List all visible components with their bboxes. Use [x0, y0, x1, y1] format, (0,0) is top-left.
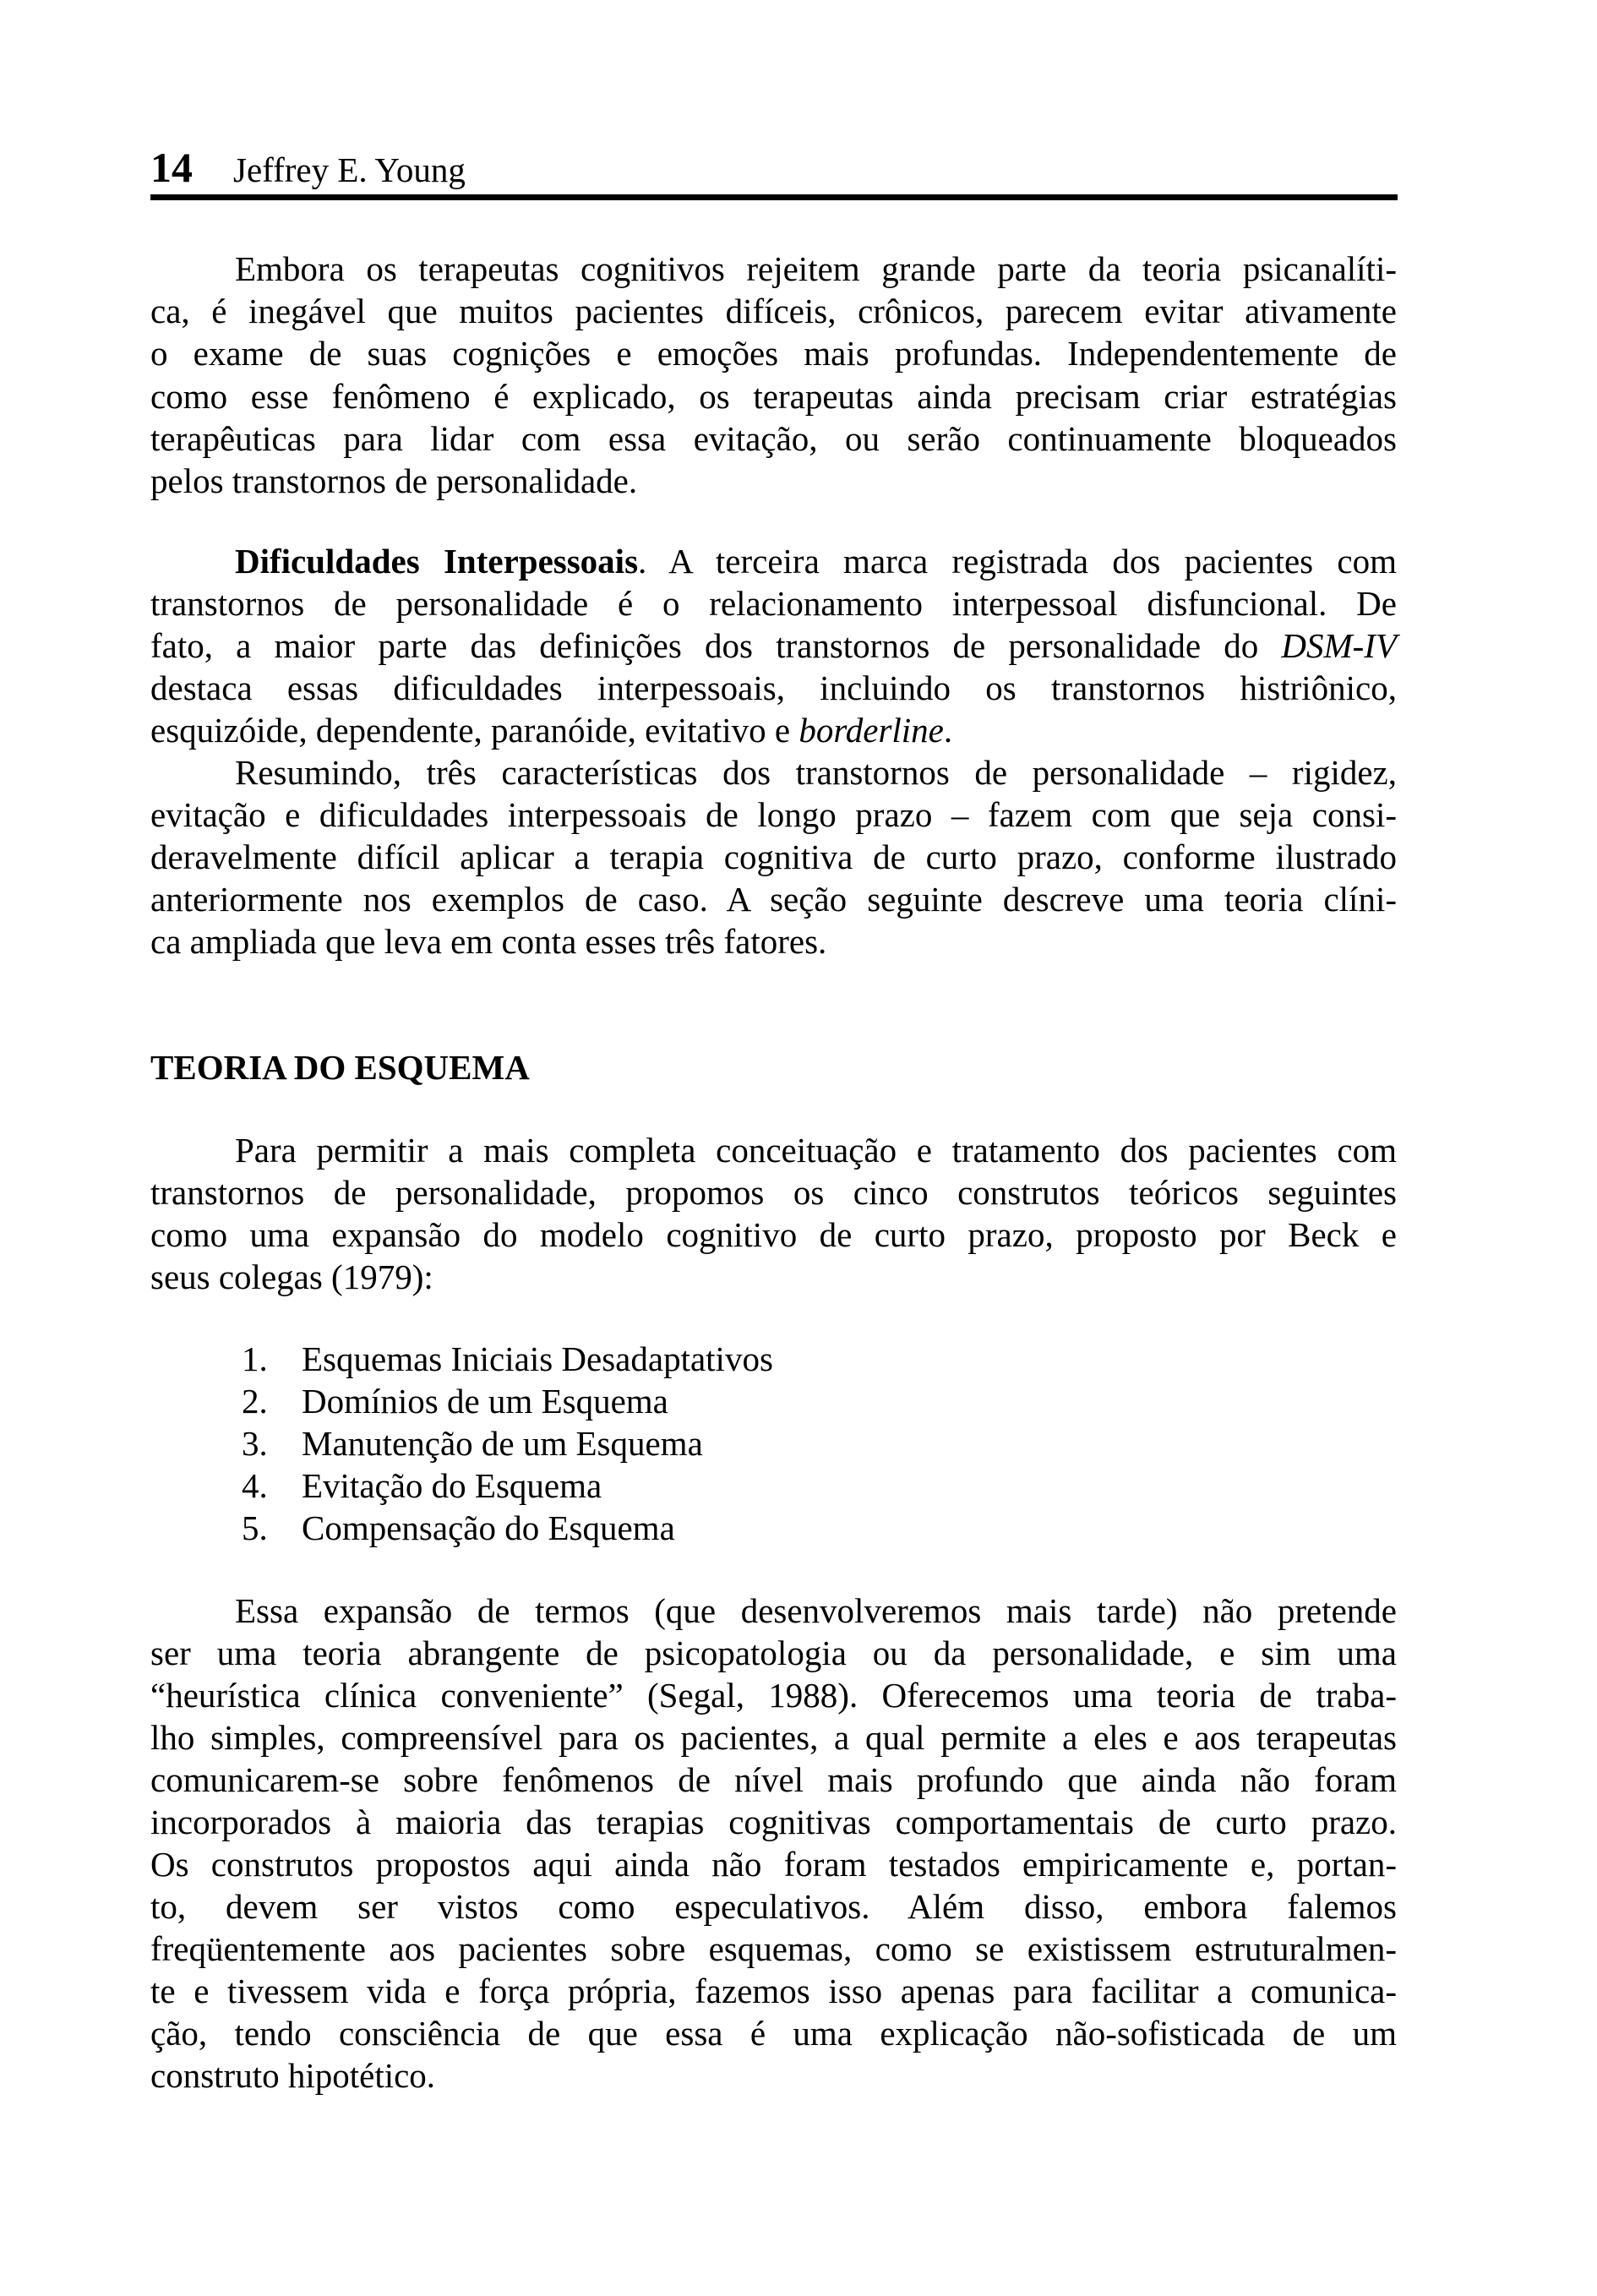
text-line: deravelmente difícil aplicar a terapia cognitiva de curto prazo, conforme ilustrado [150, 837, 1397, 876]
text-run: esquizóide, dependente, paranóide, evitativo e [150, 711, 799, 750]
list-number: 2. [242, 1382, 268, 1421]
text-line: evitação e dificuldades interpessoais de longo prazo – fazem com que seja consi- [150, 795, 1397, 834]
italic-term: borderline [798, 711, 944, 750]
list-label: Evitação do Esquema [302, 1466, 602, 1505]
section-heading: TEORIA DO ESQUEMA [150, 1048, 530, 1087]
text-line: Os construtos propostos aqui ainda não foram testados empiricamente e, portan- [150, 1845, 1397, 1884]
text-line: incorporados à maioria das terapias cognitivas comportamentais de curto prazo. [150, 1802, 1397, 1841]
list-item [242, 1338, 773, 1380]
author-running-head: Jeffrey E. Young [233, 150, 466, 189]
text-run: fato, a maior parte das definições dos transtornos de personalidade do [150, 626, 1282, 665]
list-item [242, 1380, 668, 1422]
text-line: construto hipotético. [150, 2056, 436, 2095]
text-line: transtornos de personalidade, propomos os cinco construtos teóricos seguintes [150, 1173, 1397, 1212]
list-number: 4. [242, 1466, 268, 1505]
text-line: lho simples, compreensível para os pacientes, a qual permite a eles e aos terapeutas [150, 1718, 1397, 1757]
text-line: terapêuticas para lidar com essa evitação, ou serão continuamente bloqueados [150, 419, 1397, 458]
text-line: como esse fenômeno é explicado, os terapeutas ainda precisam criar estratégias [150, 377, 1397, 416]
text-line: Para permitir a mais completa conceituação e tratamento dos pacientes com [235, 1131, 1397, 1170]
text-line: “heurística clínica conveniente” (Segal, 1988). Oferecemos uma teoria de traba- [150, 1676, 1397, 1715]
list-number: 5. [242, 1508, 268, 1547]
text-line: transtornos de personalidade é o relacionamento interpessoal disfuncional. De [150, 584, 1397, 623]
list-number: 1. [242, 1339, 268, 1378]
page-number: 14 [150, 144, 193, 191]
text-line [150, 624, 1397, 667]
text-line: como uma expansão do modelo cognitivo de curto prazo, proposto por Beck e [150, 1215, 1397, 1254]
text-line: ca ampliada que leva em conta esses três fatores. [150, 922, 827, 961]
list-label: Esquemas Iniciais Desadaptativos [302, 1339, 773, 1378]
list-label: Domínios de um Esquema [302, 1382, 668, 1421]
text-line: Essa expansão de termos (que desenvolveremos mais tarde) não pretende [235, 1591, 1397, 1630]
list-item [242, 1464, 602, 1507]
text-line: ção, tendo consciência de que essa é uma explicação não-sofisticada de um [150, 2014, 1397, 2053]
text-line: to, devem ser vistos como especulativos. Além disso, embora falemos [150, 1887, 1397, 1926]
text-line: comunicarem-se sobre fenômenos de nível mais profundo que ainda não foram [150, 1760, 1397, 1799]
text-line: Resumindo, três características dos transtornos de personalidade – rigidez, [235, 753, 1397, 792]
text-line: freqüentemente aos pacientes sobre esquemas, como se existissem estruturalmen- [150, 1929, 1397, 1968]
list-item [242, 1507, 675, 1549]
italic-term: DSM-IV [1281, 626, 1397, 665]
text-line: ca, é inegável que muitos pacientes difíceis, crônicos, parecem evitar ativamente [150, 292, 1397, 330]
list-number: 3. [242, 1424, 268, 1463]
text-line: anteriormente nos exemplos de caso. A seção seguinte descreve uma teoria clíni- [150, 880, 1397, 919]
text-line: o exame de suas cognições e emoções mais profundas. Independentemente de [150, 334, 1397, 373]
text-line: ser uma teoria abrangente de psicopatologia ou da personalidade, e sim uma [150, 1633, 1397, 1672]
list-label: Manutenção de um Esquema [302, 1424, 703, 1463]
list-label: Compensação do Esquema [302, 1508, 675, 1547]
running-header [150, 145, 466, 189]
text-line: destaca essas dificuldades interpessoais, incluindo os transtornos histriônico, [150, 668, 1397, 707]
text-run: . [943, 711, 953, 750]
text-line [235, 540, 1397, 582]
text-line: pelos transtornos de personalidade. [150, 461, 638, 500]
text-line: te e tivessem vida e força própria, fazemos isso apenas para facilitar a comunica- [150, 1972, 1397, 2010]
text-line [150, 709, 1397, 751]
text-run: . A terceira marca registrada dos pacientes com [638, 542, 1397, 581]
text-line: seus colegas (1979): [150, 1257, 433, 1296]
run-in-heading: Dificuldades Interpessoais [235, 542, 639, 581]
text-line: Embora os terapeutas cognitivos rejeitem grande parte da teoria psicanalíti- [235, 249, 1397, 288]
list-item [242, 1422, 703, 1464]
header-rule [150, 194, 1398, 200]
